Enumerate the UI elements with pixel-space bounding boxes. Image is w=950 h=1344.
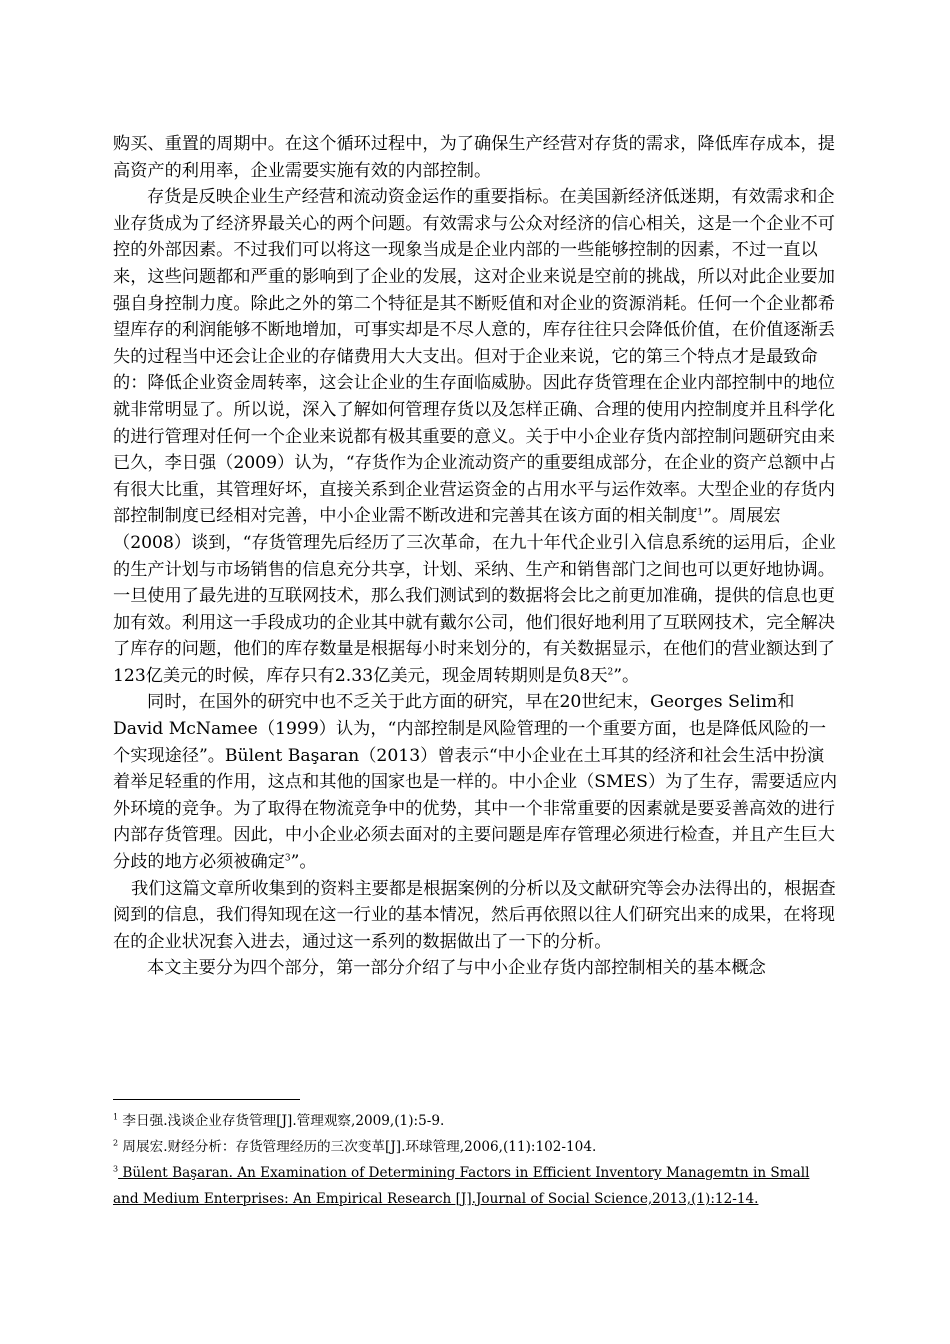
- paragraph-text: 存货是反映企业生产经营和流动资金运作的重要指标。在美国新经济低迷期，有效需求和企业存货成为了经济界最关心的两个问题。有效需求与公众对经济的信心相关，这是一个企业不可控的外部因素。不过我们可以将这一现象当成是企业内部的一些能够控制的因素，不过一直以来，这些问题都和严重的影响到了企业的发展，这对企业来说是空前的挑战，所以对此企业要加强自身控制力度。除此之外的第二个特征是其不断贬值和对企业的资源消耗。任何一个企业都希望库存的利润能够不断地增加，可事实却是不尽人意的，库存往往只会降低价值，在价值逐渐丢失的过程当中还会让企业的存储费用大大支出。但对于企业来说，它的第三个特点才是最致命的：降低企业资金周转率，这会让企业的生存面临威胁。因此存货管理在企业内部控制中的地位就非常明显了。所以说，深入了解如何管理存货以及怎样正确、合理的使用内控制度并且科学化的进行管理对任何一个企业来说都有极其重要的意义。关于中小企业存货内部控制问题研究由来已久，李日强（2009）认为，“存货作为企业流动资产的重要组成部分，在企业的资产总额中占有很大比重，其管理好坏，直接关系到企业营运资金的占用水平与运作效率。大型企业的存货内部控制制度已经相对完善，中小企业需不断改进和完善其在该方面的相关制度: [113, 187, 836, 527]
- paragraph-p1: [113, 131, 838, 184]
- paragraph-p4: [113, 876, 838, 956]
- footnote-mark: 2: [113, 1138, 119, 1148]
- paragraph-text: 购买、重置的周期中。在这个循环过程中，为了确保生产经营对存货的需求，降低库存成本，提高资产的利用率，企业需要实施有效的内部控制。: [113, 134, 835, 181]
- footnote-text[interactable]: Bülent Başaran. An Examination of Determining Factors in Efficient Inventory Managemtn in Small and Medium Enterprises: An Empirical Research [J].Journal of Social Science,2013,(1):12-14.: [113, 1165, 810, 1207]
- footnote-1: [113, 1108, 838, 1134]
- footnote-3: [113, 1160, 838, 1212]
- footnote-separator: [113, 1099, 300, 1100]
- footnote-text: 李日强.浅谈企业存货管理[J].管理观察,2009,(1):5-9.: [118, 1113, 445, 1129]
- footnote-mark: 3: [113, 1164, 119, 1174]
- footnotes: [113, 1108, 838, 1212]
- paragraph-p5: [113, 955, 838, 982]
- footnote-ref[interactable]: 3: [284, 853, 291, 864]
- footnote-ref[interactable]: 1: [697, 507, 704, 518]
- footnote-2: [113, 1134, 838, 1160]
- paragraph-text: 同时，在国外的研究中也不乏关于此方面的研究，早在20世纪末，Georges Selim和David McNamee（1999）认为，“内部控制是风险管理的一个重要方面，也是降低风险的一个实现途径”。Bülent Başaran（2013）曾表示“中小企业在土耳其的经济和社会生活中扮演着举足轻重的作用，这点和其他的国家也是一样的。中小企业（SMES）为了生存，需要适应内外环境的竞争。为了取得在物流竞争中的优势，其中一个非常重要的因素就是要妥善高效的进行内部存货管理。因此，中小企业必须去面对的主要问题是库存管理必须进行检查，并且产生巨大分歧的地方必须被确定: [113, 692, 838, 873]
- footnote-mark: 1: [113, 1112, 119, 1122]
- paragraph-text: 我们这篇文章所收集到的资料主要都是根据案例的分析以及文献研究等会办法得出的，根据查阅到的信息，我们得知现在这一行业的基本情况，然后再依照以往人们研究出来的成果，在将现在的企业状况套入进去，通过这一系列的数据做出了一下的分析。: [113, 878, 836, 952]
- paragraph-text: ”。周展宏（2008）谈到，“存货管理先后经历了三次革命，在九十年代企业引入信息系统的运用后，企业的生产计划与市场销售的信息充分共享，计划、采纳、生产和销售部门之间也可以更好地协调。一旦使用了最先进的互联网技术，那么我们测试到的数据将会比之前更加准确，提供的信息也更加有效。利用这一手段成功的企业其中就有戴尔公司，他们很好地利用了互联网技术，完全解决了库存的问题，他们的库存数量是根据每小时来划分的，有关数据显示，在他们的营业额达到了123亿美元的时候，库存只有2.33亿美元，现金周转期则是负8天: [113, 506, 836, 686]
- paragraph-p3: [113, 689, 838, 875]
- paragraph-p2: [113, 184, 838, 689]
- footnote-text: 周展宏.财经分析：存货管理经历的三次变革[J].环球管理,2006,(11):102-104.: [118, 1139, 597, 1155]
- paragraph-text: ”。: [613, 665, 640, 686]
- paragraph-text: 本文主要分为四个部分，第一部分介绍了与中小企业存货内部控制相关的基本概念: [147, 958, 766, 979]
- footnote-ref[interactable]: 2: [607, 667, 614, 678]
- body-text: [113, 131, 838, 982]
- paragraph-text: ”。: [290, 852, 317, 873]
